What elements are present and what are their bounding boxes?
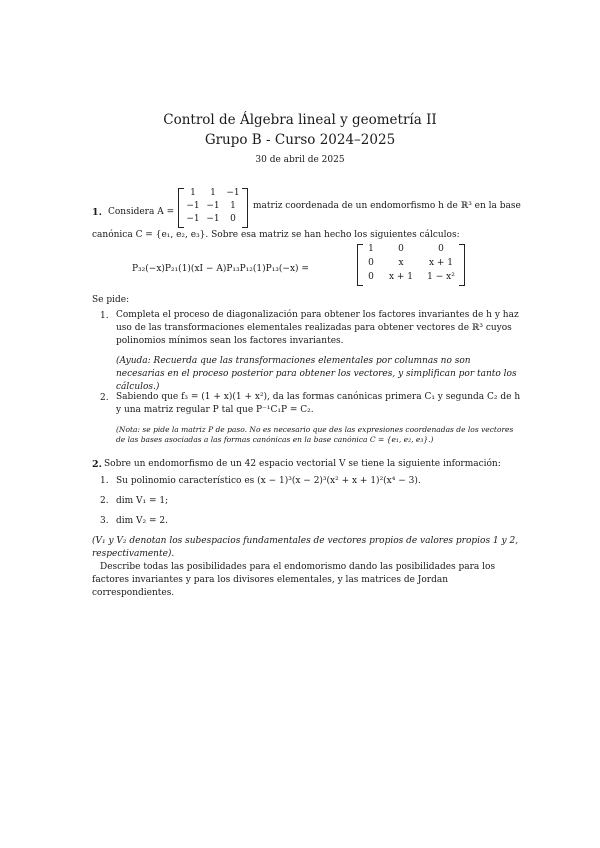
- p2-item-2-text: dim V₁ = 1;: [116, 496, 169, 506]
- item-2-number: 2.: [100, 393, 109, 403]
- matrix-cell: −1: [226, 188, 240, 198]
- matrix-cell: 1 − x²: [427, 272, 455, 282]
- p2-item-1-text: Su polinomio característico es (x − 1)³(x − 2)³(x² + x + 1)²(x⁴ − 3).: [116, 476, 421, 486]
- matrix-A: [178, 188, 248, 228]
- matrix-cell: 0: [368, 258, 374, 268]
- p2-item-3-number: 3.: [100, 516, 109, 526]
- matrix-cell: −1: [206, 201, 220, 211]
- exam-date: 30 de abril de 2025: [255, 155, 345, 165]
- item-1-hint: (Ayuda: Recuerda que las transformaciones elementales por columnas no son necesarias en el proceso posterior para obtener los vectores, y simplifican por tanto los cálculos.): [116, 356, 517, 392]
- problem-1-intro-cont: matriz coordenada de un endomorfismo h de ℝ³ en la base: [253, 201, 521, 211]
- item-1-text: Completa el proceso de diagonalización para obtener los factores invariantes de h y haz uso de las transformaciones elementales realizadas para obtener vectores de ℝ³ cuyos polinomios mínimos sean los factores invariantes.: [116, 310, 519, 346]
- matrix-cell: x + 1: [428, 258, 454, 268]
- matrix-cell: −1: [186, 214, 200, 224]
- problem-1-equation: P₃₂(−x)P₂₁(1)(xI − A)P₁₃P₁₂(1)P₁₃(−x) =: [132, 264, 309, 274]
- matrix-cell: x + 1: [388, 272, 414, 282]
- se-pide: Se pide:: [92, 295, 130, 305]
- item-2-text: Sabiendo que f₃ = (1 + x)(1 + x²), da las formas canónicas primera C₁ y segunda C₂ de h y una matriz regular P tal que P⁻¹C₁P = C₂.: [116, 392, 521, 415]
- exam-title: Control de Álgebra lineal y geometría II: [163, 112, 437, 128]
- problem-1-intro: Considera A =: [108, 207, 175, 217]
- matrix-cell: 0: [368, 272, 374, 282]
- matrix-cell: 1: [230, 201, 236, 211]
- p2-item-1-number: 1.: [100, 476, 109, 486]
- item-2-note: (Nota: se pide la matriz P de paso. No es necesario que des las expresiones coordenadas de los vectores de las bases asociadas a las formas canónicas en la base canónica C = {e₁, e₂, e₃}.): [116, 425, 514, 444]
- matrix-cell: 1: [210, 188, 216, 198]
- p2-task: Describe todas las posibilidades para el endomorismo dando las posibilidades para los factores invariantes y para los divisores elementales, y las matrices de Jordan correspondientes.: [92, 562, 496, 598]
- p2-item-3-text: dim V₂ = 2.: [116, 516, 168, 526]
- problem-2-number: 2.: [92, 459, 102, 470]
- matrix-cell: 1: [368, 244, 374, 254]
- matrix-cell: 0: [230, 214, 236, 224]
- problem-2-intro: Sobre un endomorfismo de un 42 espacio vectorial V se tiene la siguiente información:: [104, 459, 501, 469]
- matrix-cell: −1: [206, 214, 220, 224]
- p2-item-2-number: 2.: [100, 496, 109, 506]
- matrix-cell: 0: [398, 244, 404, 254]
- item-1-number: 1.: [100, 311, 109, 321]
- p2-note: (V₁ y V₂ denotan los subespacios fundamentales de vectores propios de valores propios 1 y 2, respectivamente).: [92, 536, 519, 559]
- matrix-result: [357, 244, 465, 286]
- problem-1-number: 1.: [92, 207, 102, 218]
- problem-1-basis: canónica C = {e₁, e₂, e₃}. Sobre esa matriz se han hecho los siguientes cálculos:: [92, 230, 460, 240]
- exam-group: Grupo B - Curso 2024–2025: [204, 132, 396, 148]
- matrix-cell: −1: [186, 201, 200, 211]
- matrix-cell: 0: [438, 244, 444, 254]
- matrix-cell: 1: [190, 188, 196, 198]
- matrix-cell: x: [398, 258, 404, 268]
